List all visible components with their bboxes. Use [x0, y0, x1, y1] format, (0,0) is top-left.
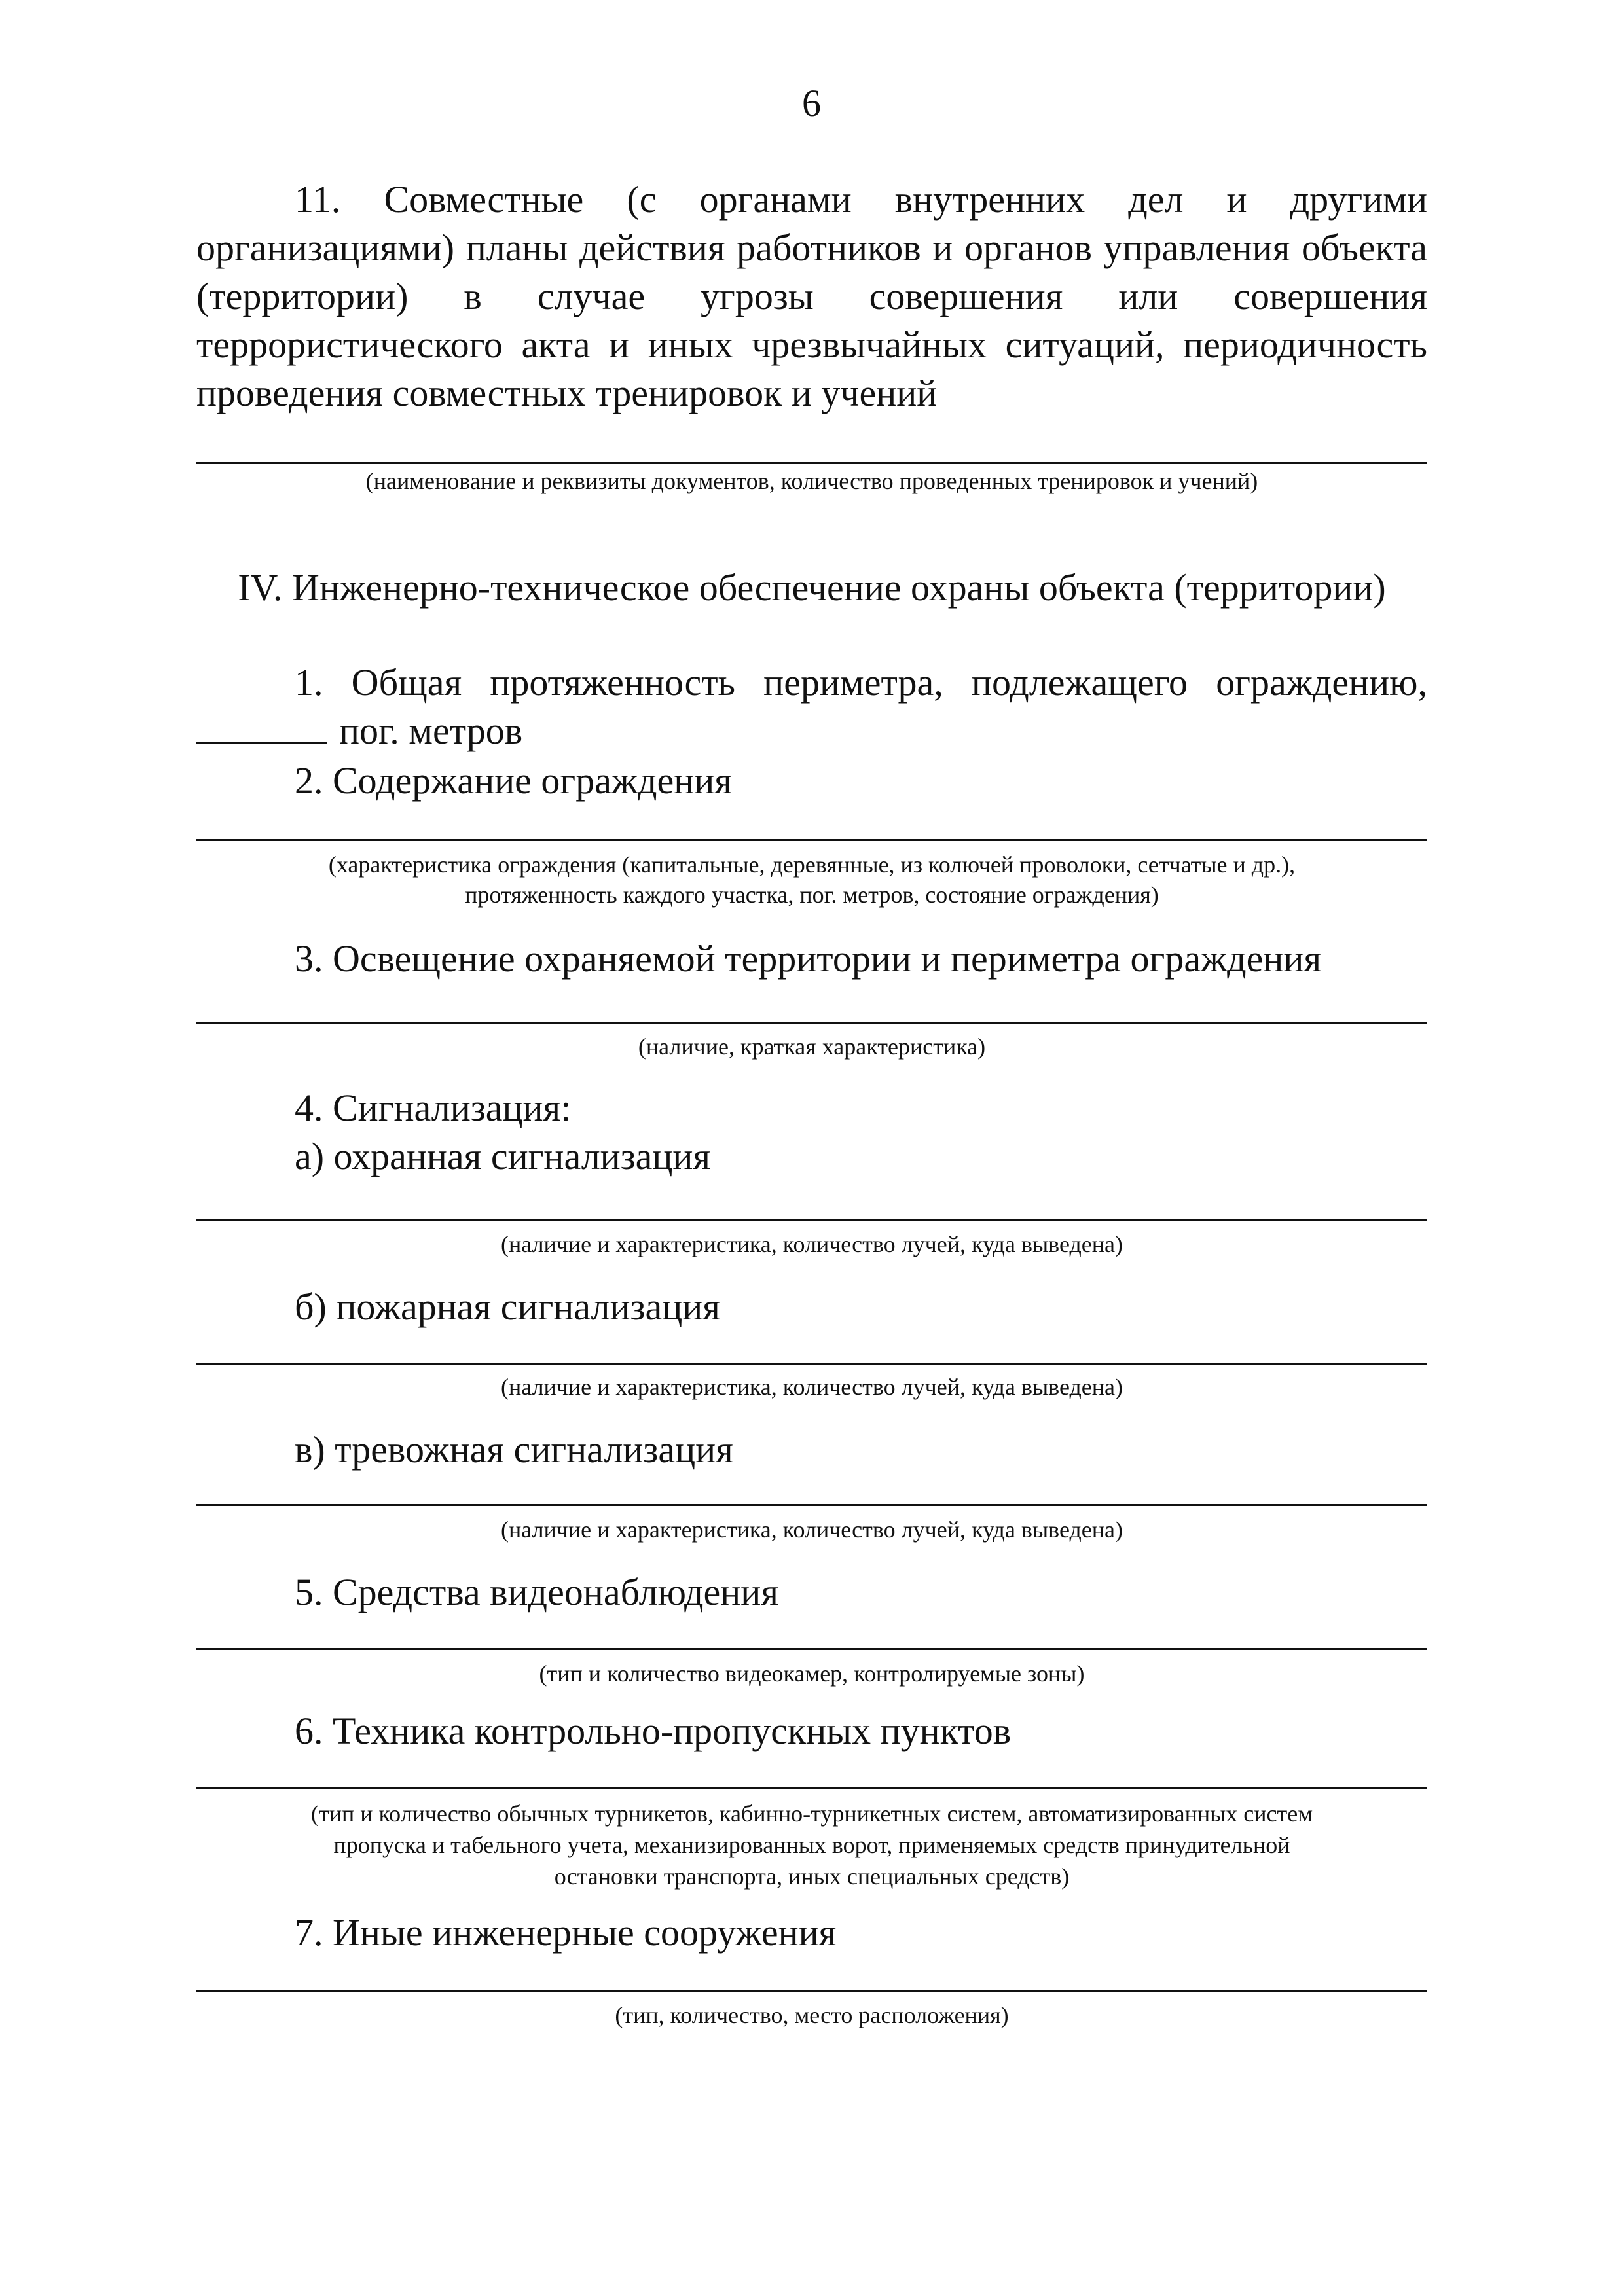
item-4a-label: а) охранная сигнализация [295, 1135, 711, 1177]
item-1 [196, 658, 1427, 755]
section-11-line-3: (территории) в случае угрозы совершения или совершения [196, 275, 1427, 317]
item-4c-caption: (наличие и характеристика, количество лучей, куда выведена) [501, 1516, 1123, 1543]
item-6-label: 6. Техника контрольно-пропускных пунктов [295, 1710, 1012, 1752]
section-11-line-2: организациями) планы действия работников и органов управления объекта [196, 226, 1427, 269]
section-11-caption: (наименование и реквизиты документов, количество проведенных тренировок и учений) [365, 468, 1258, 494]
item-5-fill-line[interactable] [196, 1648, 1427, 1650]
section-11-line-4: террористического акта и иных чрезвычайных ситуаций, периодичность [196, 323, 1427, 366]
section-4-heading: IV. Инженерно-техническое обеспечение охраны объекта (территории) [238, 566, 1386, 609]
item-2-caption-line-1: (характеристика ограждения (капитальные, деревянные, из колючей проволоки, сетчатые и др.), [328, 852, 1296, 878]
item-4a-caption: (наличие и характеристика, количество лучей, куда выведена) [501, 1231, 1123, 1257]
item-3-fill-line[interactable] [196, 1022, 1427, 1024]
page-number: 6 [802, 82, 821, 124]
item-2-fill-line[interactable] [196, 839, 1427, 841]
item-6-fill-line[interactable] [196, 1787, 1427, 1789]
item-3-caption: (наличие, краткая характеристика) [638, 1033, 986, 1060]
item-4b-label: б) пожарная сигнализация [295, 1285, 720, 1328]
item-4-label: 4. Сигнализация: [295, 1086, 572, 1129]
item-2-caption-line-2: протяженность каждого участка, пог. метров, состояние ограждения) [465, 882, 1159, 908]
item-2-label: 2. Содержание ограждения [295, 759, 733, 802]
item-3-label: 3. Освещение охраняемой территории и периметра ограждения [295, 937, 1322, 980]
item-6-caption-line-1: (тип и количество обычных турникетов, кабинно-турникетных систем, автоматизированных систем [311, 1801, 1313, 1827]
item-1-line-2 [196, 707, 1427, 755]
section-11-line-5: проведения совместных тренировок и учений [196, 372, 938, 414]
item-7-caption: (тип, количество, место расположения) [615, 2002, 1009, 2028]
item-6-caption-line-3: остановки транспорта, иных специальных средств) [554, 1863, 1070, 1890]
item-5-caption: (тип и количество видеокамер, контролируемые зоны) [539, 1660, 1085, 1687]
item-4c-fill-line[interactable] [196, 1504, 1427, 1506]
section-11 [196, 175, 1427, 418]
item-4b-caption: (наличие и характеристика, количество лучей, куда выведена) [501, 1374, 1123, 1400]
item-1-line-1: 1. Общая протяженность периметра, подлежащего ограждению, [295, 661, 1427, 704]
section-11-fill-line[interactable] [196, 462, 1427, 464]
item-4c-label: в) тревожная сигнализация [295, 1428, 733, 1471]
perimeter-length-blank[interactable] [196, 708, 327, 744]
item-5-label: 5. Средства видеонаблюдения [295, 1571, 778, 1613]
item-1-unit: пог. метров [339, 709, 523, 752]
item-4b-fill-line[interactable] [196, 1363, 1427, 1365]
item-7-fill-line[interactable] [196, 1990, 1427, 1992]
item-4a-fill-line[interactable] [196, 1219, 1427, 1221]
item-6-caption-line-2: пропуска и табельного учета, механизированных ворот, применяемых средств принудительной [333, 1832, 1290, 1858]
item-7-label: 7. Иные инженерные сооружения [295, 1911, 837, 1954]
section-11-line-1: 11. Совместные (с органами внутренних дел и другими [295, 178, 1427, 221]
